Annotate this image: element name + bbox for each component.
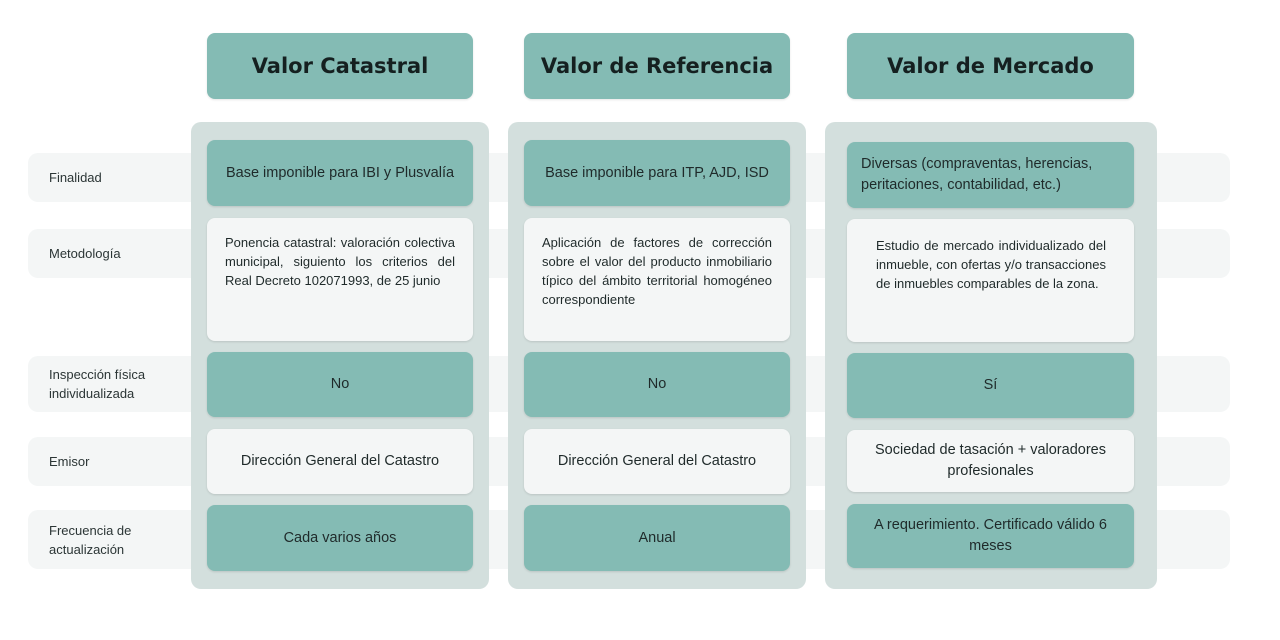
cell-catastral-finalidad: Base imponible para IBI y Plusvalía (207, 140, 473, 206)
cell-referencia-finalidad: Base imponible para ITP, AJD, ISD (524, 140, 790, 206)
cell-referencia-metodologia: Aplicación de factores de corrección sobre el valor del producto inmobiliario típico del ámbito territorial homogéneo correspondiente (524, 218, 790, 341)
row-label-finalidad: Finalidad (49, 170, 102, 185)
row-label-emisor: Emisor (49, 454, 90, 469)
cell-referencia-emisor: Dirección General del Catastro (524, 429, 790, 494)
cell-mercado-emisor: Sociedad de tasación + valoradores profesionales (847, 430, 1134, 492)
cell-mercado-inspeccion: Sí (847, 353, 1134, 418)
column-header-referencia: Valor de Referencia (524, 33, 790, 99)
cell-referencia-inspeccion: No (524, 352, 790, 417)
cell-referencia-frecuencia: Anual (524, 505, 790, 571)
cell-catastral-inspeccion: No (207, 352, 473, 417)
column-header-mercado: Valor de Mercado (847, 33, 1134, 99)
row-label-inspeccion: Inspección física individualizada (49, 367, 146, 401)
cell-mercado-metodologia: Estudio de mercado individualizado del inmueble, con ofertas y/o transacciones de inmuebles comparables de la zona. (847, 219, 1134, 342)
column-header-catastral: Valor Catastral (207, 33, 473, 99)
cell-mercado-finalidad: Diversas (compraventas, herencias, peritaciones, contabilidad, etc.) (847, 142, 1134, 208)
cell-catastral-metodologia: Ponencia catastral: valoración colectiva municipal, siguiento los criterios del Real Decreto 102071993, de 25 junio (207, 218, 473, 341)
cell-catastral-emisor: Dirección General del Catastro (207, 429, 473, 494)
cell-mercado-frecuencia: A requerimiento. Certificado válido 6 meses (847, 504, 1134, 568)
row-label-frecuencia: Frecuencia de actualización (49, 522, 132, 557)
row-label-metodologia: Metodología (49, 246, 121, 261)
cell-catastral-frecuencia: Cada varios años (207, 505, 473, 571)
